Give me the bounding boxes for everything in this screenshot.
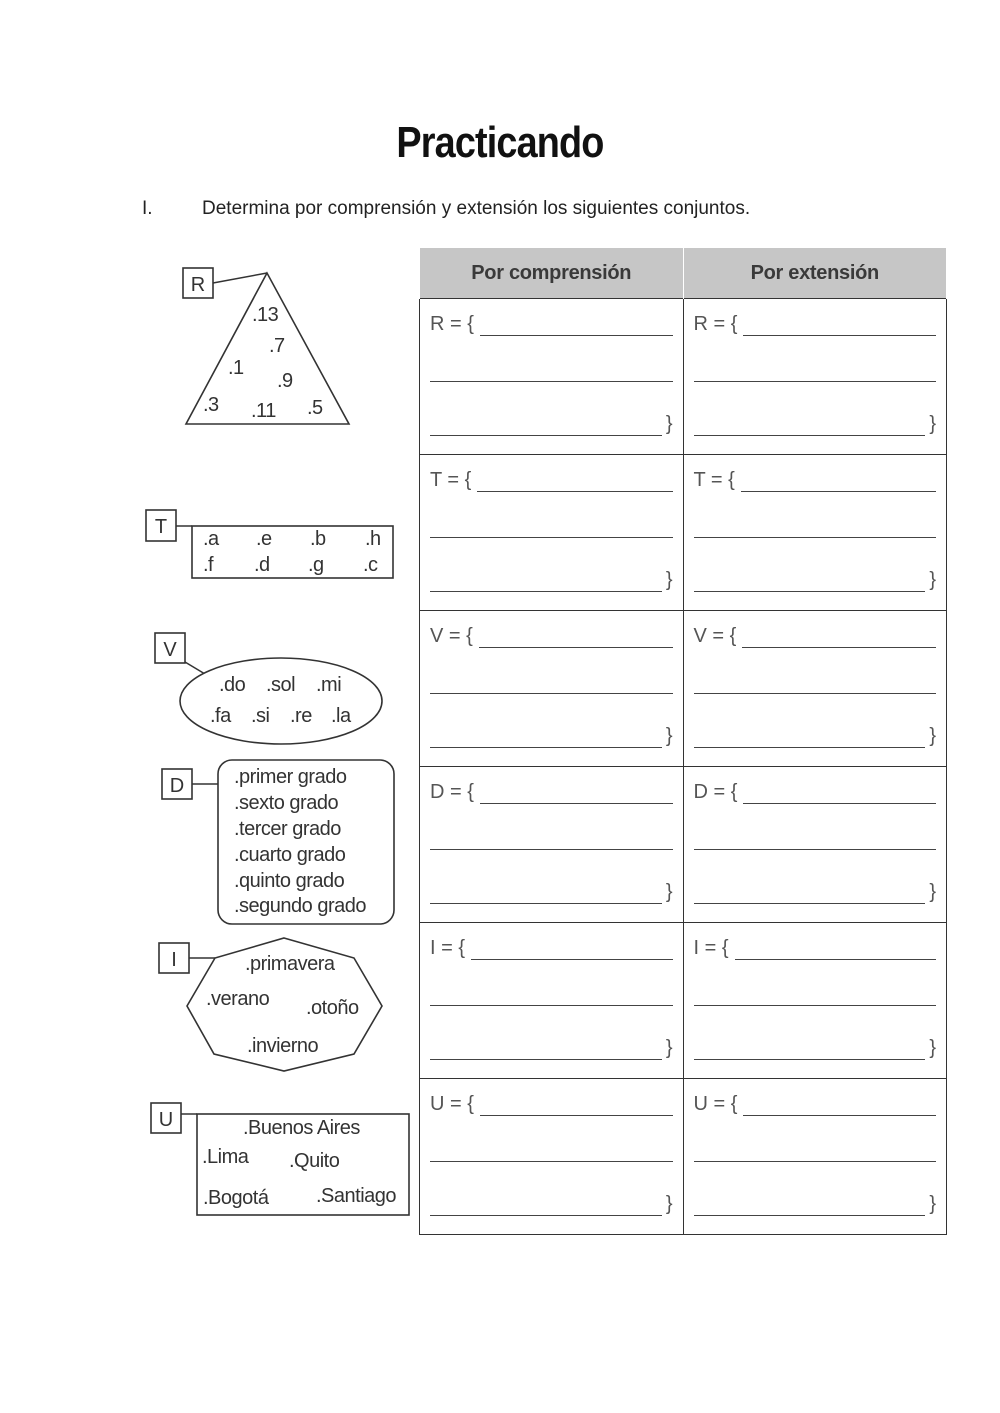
answer-line-1[interactable] <box>430 625 673 648</box>
answer-line-3[interactable] <box>430 1037 673 1060</box>
answer-line-3[interactable] <box>694 725 937 748</box>
answer-cell-comprension[interactable] <box>420 923 684 1079</box>
answer-blank[interactable] <box>430 1041 662 1060</box>
answer-line-3[interactable] <box>694 569 937 592</box>
closing-brace: } <box>929 1193 936 1215</box>
table-row <box>420 611 947 767</box>
answer-line-1[interactable] <box>694 937 937 960</box>
set-v-ellipse <box>180 658 382 744</box>
answer-blank[interactable] <box>743 1097 936 1116</box>
table-row <box>420 923 947 1079</box>
closing-brace: } <box>665 725 673 747</box>
answer-cell-extension[interactable] <box>683 455 947 611</box>
instruction-text: Determina por comprensión y extensión los siguientes conjuntos. <box>202 198 751 219</box>
closing-brace: } <box>929 413 936 435</box>
answer-cell-comprension[interactable] <box>420 767 684 923</box>
table-row <box>420 1079 947 1235</box>
answer-blank[interactable] <box>743 785 936 804</box>
set-t-element: .h <box>365 528 381 550</box>
answer-line-2[interactable] <box>430 987 673 1006</box>
set-prefix: U = { <box>430 1093 474 1115</box>
answer-blank[interactable] <box>430 1197 662 1216</box>
set-t-element: .b <box>310 528 326 550</box>
answer-cell-extension[interactable] <box>683 767 947 923</box>
set-v-element: .do <box>219 674 246 696</box>
set-v-element: .re <box>290 705 312 727</box>
set-t-element: .e <box>256 528 272 550</box>
set-v-element: .mi <box>316 674 342 696</box>
set-d-element: .tercer grado <box>234 818 341 840</box>
answer-line-2[interactable] <box>694 987 937 1006</box>
answer-blank[interactable] <box>694 519 937 538</box>
set-i-diagram <box>159 938 382 1071</box>
set-r-element: .1 <box>228 357 244 379</box>
answer-blank[interactable] <box>694 1197 926 1216</box>
set-prefix: T = { <box>693 469 735 491</box>
set-u-element: .Lima <box>202 1146 249 1168</box>
answer-line-3[interactable] <box>430 569 673 592</box>
answer-blank[interactable] <box>480 785 673 804</box>
set-v-element: .sol <box>266 674 296 696</box>
answer-blank[interactable] <box>430 417 662 436</box>
set-v-element: .si <box>251 705 270 727</box>
answer-line-2[interactable] <box>430 675 673 694</box>
answer-blank[interactable] <box>694 675 937 694</box>
answer-line-2[interactable] <box>430 831 673 850</box>
set-diagrams <box>0 0 415 1413</box>
table-row <box>420 767 947 923</box>
set-d-element: .cuarto grado <box>234 844 346 866</box>
set-i-element: .verano <box>206 988 270 1010</box>
answer-cell-comprension[interactable] <box>420 299 684 455</box>
answer-line-2[interactable] <box>694 831 937 850</box>
set-r-element: .9 <box>277 370 293 392</box>
table-header-row <box>420 248 947 299</box>
answer-line-1[interactable] <box>694 469 937 492</box>
closing-brace: } <box>929 881 936 903</box>
set-prefix: T = { <box>430 469 472 491</box>
header-comprension: Por comprensión <box>420 248 684 299</box>
answer-line-1[interactable] <box>694 313 937 336</box>
set-i-label: I <box>171 949 177 971</box>
set-u-diagram <box>151 1103 409 1215</box>
answer-blank[interactable] <box>694 987 937 1006</box>
answer-blank[interactable] <box>694 831 937 850</box>
answer-line-2[interactable] <box>694 675 937 694</box>
answer-line-1[interactable] <box>430 781 673 804</box>
set-r-diagram <box>183 268 349 424</box>
set-v-element: .fa <box>210 705 231 727</box>
answer-cell-comprension[interactable] <box>420 1079 684 1235</box>
set-d-element: .sexto grado <box>234 792 339 814</box>
answer-blank[interactable] <box>694 1041 926 1060</box>
closing-brace: } <box>665 881 673 903</box>
answer-blank[interactable] <box>430 729 662 748</box>
set-u-element: .Santiago <box>316 1185 397 1207</box>
answer-line-3[interactable] <box>430 1193 673 1216</box>
answer-line-1[interactable] <box>430 1093 673 1116</box>
set-prefix: U = { <box>693 1093 738 1115</box>
answer-blank[interactable] <box>471 941 672 960</box>
answer-blank[interactable] <box>430 573 662 592</box>
answer-line-3[interactable] <box>430 725 673 748</box>
answer-blank[interactable] <box>743 317 936 336</box>
answer-cell-extension[interactable] <box>683 611 947 767</box>
answer-line-2[interactable] <box>694 519 937 538</box>
answer-blank[interactable] <box>480 1097 673 1116</box>
answer-cell-extension[interactable] <box>683 1079 947 1235</box>
set-prefix: R = { <box>693 313 738 335</box>
header-extension: Por extensión <box>683 248 947 299</box>
answer-cell-comprension[interactable] <box>420 455 684 611</box>
set-v-diagram <box>155 633 382 744</box>
answer-blank[interactable] <box>430 831 673 850</box>
answer-line-1[interactable] <box>694 781 937 804</box>
set-r-element: .13 <box>252 304 279 326</box>
set-d-element: .primer grado <box>234 766 347 788</box>
answer-blank[interactable] <box>430 987 673 1006</box>
set-prefix: V = { <box>430 625 473 647</box>
set-d-label: D <box>169 775 185 797</box>
set-prefix: D = { <box>430 781 474 803</box>
answer-blank[interactable] <box>742 629 936 648</box>
set-u-element: .Bogotá <box>203 1187 269 1209</box>
closing-brace: } <box>929 569 936 591</box>
answer-line-2[interactable] <box>430 519 673 538</box>
table-row <box>420 455 947 611</box>
set-u-label: U <box>158 1109 174 1131</box>
set-r-label: R <box>190 274 206 296</box>
page-title: Practicando <box>396 118 604 167</box>
answer-cell-comprension[interactable] <box>420 611 684 767</box>
answer-blank[interactable] <box>430 675 673 694</box>
set-u-element: .Buenos Aires <box>243 1117 360 1139</box>
answer-blank[interactable] <box>477 473 672 492</box>
set-v-label: V <box>163 639 177 661</box>
answer-cell-extension[interactable] <box>683 299 947 455</box>
set-u-element: .Quito <box>289 1150 340 1172</box>
set-prefix: I = { <box>430 937 466 959</box>
set-t-element: .d <box>254 554 270 576</box>
closing-brace: } <box>929 725 936 747</box>
answer-line-2[interactable] <box>430 363 673 382</box>
closing-brace: } <box>929 1037 936 1059</box>
set-r-connector <box>213 273 267 283</box>
set-r-element: .3 <box>203 394 219 416</box>
closing-brace: } <box>665 1037 673 1059</box>
set-t-element: .g <box>308 554 324 576</box>
answer-line-1[interactable] <box>430 469 673 492</box>
closing-brace: } <box>665 413 673 435</box>
answer-blank[interactable] <box>694 1143 937 1162</box>
set-t-element: .a <box>203 528 219 550</box>
set-r-element: .5 <box>307 397 323 419</box>
set-r-element: .11 <box>251 400 276 422</box>
set-r-element: .7 <box>269 335 285 357</box>
set-prefix: R = { <box>430 313 474 335</box>
answer-line-1[interactable] <box>430 313 673 336</box>
table-row <box>420 299 947 455</box>
answer-blank[interactable] <box>430 363 673 382</box>
set-prefix: V = { <box>693 625 737 647</box>
answer-table <box>419 248 947 1235</box>
answer-blank[interactable] <box>694 729 926 748</box>
set-d-element: .segundo grado <box>234 895 367 917</box>
answer-blank[interactable] <box>430 1143 673 1162</box>
answer-blank[interactable] <box>694 573 926 592</box>
answer-cell-extension[interactable] <box>683 923 947 1079</box>
answer-line-2[interactable] <box>694 363 937 382</box>
set-v-element: .la <box>331 705 351 727</box>
answer-blank[interactable] <box>694 885 926 904</box>
answer-line-3[interactable] <box>694 881 937 904</box>
answer-blank[interactable] <box>430 885 662 904</box>
set-d-element: .quinto grado <box>234 870 345 892</box>
set-i-element: .otoño <box>306 997 359 1019</box>
closing-brace: } <box>665 569 673 591</box>
answer-line-3[interactable] <box>694 1037 937 1060</box>
set-v-connector <box>185 662 205 674</box>
answer-line-1[interactable] <box>430 937 673 960</box>
answer-blank[interactable] <box>735 941 936 960</box>
answer-blank[interactable] <box>480 317 673 336</box>
set-t-element: .f <box>203 554 214 576</box>
answer-line-1[interactable] <box>694 625 937 648</box>
answer-line-3[interactable] <box>430 881 673 904</box>
answer-line-3[interactable] <box>430 413 673 436</box>
answer-blank[interactable] <box>479 629 673 648</box>
answer-blank[interactable] <box>430 519 673 538</box>
answer-line-3[interactable] <box>694 413 937 436</box>
answer-blank[interactable] <box>694 363 937 382</box>
answer-line-2[interactable] <box>694 1143 937 1162</box>
answer-blank[interactable] <box>741 473 936 492</box>
set-t-label: T <box>154 516 168 538</box>
set-prefix: D = { <box>693 781 738 803</box>
set-i-element: .primavera <box>245 953 335 975</box>
set-t-element: .c <box>363 554 378 576</box>
answer-line-1[interactable] <box>694 1093 937 1116</box>
set-t-diagram <box>146 510 393 578</box>
answer-blank[interactable] <box>694 417 926 436</box>
set-i-element: .invierno <box>247 1035 319 1057</box>
closing-brace: } <box>665 1193 673 1215</box>
answer-line-2[interactable] <box>430 1143 673 1162</box>
instruction-number: I. <box>142 198 153 219</box>
answer-line-3[interactable] <box>694 1193 937 1216</box>
set-d-diagram <box>162 760 394 924</box>
set-prefix: I = { <box>693 937 729 959</box>
